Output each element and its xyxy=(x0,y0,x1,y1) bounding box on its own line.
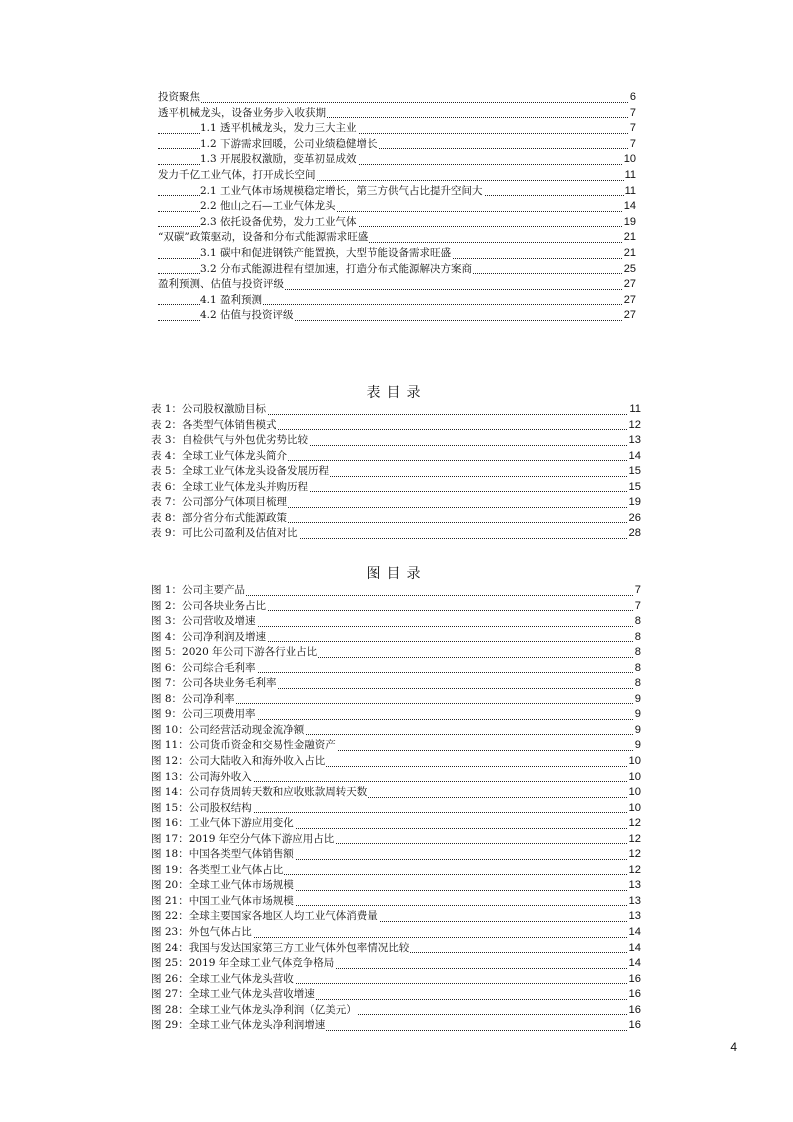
figure-entry-title xyxy=(151,972,295,988)
figure-entry-page: 8 xyxy=(634,630,641,646)
figure-entry-number: 图 13： xyxy=(151,770,189,783)
figure-entry-number: 图 15： xyxy=(151,801,189,814)
toc-entry[interactable] xyxy=(158,293,636,309)
figure-entry-caption: 公司各块业务毛利率 xyxy=(182,677,277,690)
figure-entry-page: 12 xyxy=(628,816,641,832)
figure-entry-caption: 2019 年全球工业气体竞争格局 xyxy=(188,957,335,970)
figure-entry-title xyxy=(151,630,267,646)
toc-entry-title: “双碳”政策驱动，设备和分布式能源需求旺盛 xyxy=(158,230,369,246)
table-entry[interactable] xyxy=(151,511,641,527)
figure-entry-title xyxy=(151,987,316,1003)
table-entry-page: 14 xyxy=(628,449,641,465)
figure-entry-page: 8 xyxy=(634,676,641,692)
toc-entry[interactable] xyxy=(158,106,636,122)
toc-entry-page: 19 xyxy=(623,215,636,231)
figure-entry-caption: 2020 年公司下游各行业占比 xyxy=(182,646,318,659)
figure-entry-caption: 中国工业气体市场规模 xyxy=(188,894,294,907)
toc-entry-title: 2.3 依托设备优势，发力工业气体 xyxy=(200,215,358,231)
figure-entry-title xyxy=(151,956,335,972)
figure-entry-page: 9 xyxy=(634,738,641,754)
figure-entry-page: 10 xyxy=(628,785,641,801)
figure-entry-page: 13 xyxy=(628,878,641,894)
table-entry[interactable] xyxy=(151,402,641,418)
toc-entry-page: 6 xyxy=(629,90,636,106)
figure-entry-page: 12 xyxy=(628,863,641,879)
figure-entry-number: 图 1： xyxy=(151,584,183,596)
figure-entry-number: 图 20： xyxy=(151,879,189,892)
figure-entry-number: 图 6： xyxy=(151,661,183,674)
figure-entry-page: 7 xyxy=(634,599,641,615)
toc-entry-page: 7 xyxy=(629,137,636,153)
figure-entry-title xyxy=(151,599,267,615)
table-entry-title xyxy=(151,495,288,511)
figure-entry-title xyxy=(151,909,379,925)
figure-entry[interactable] xyxy=(151,816,641,832)
figure-entry-title xyxy=(151,863,284,879)
table-entry-number: 表 1： xyxy=(151,403,183,415)
table-entry-title xyxy=(151,464,330,480)
figure-entry-title xyxy=(151,801,253,817)
figure-entry-title xyxy=(151,894,295,910)
figure-entry-title xyxy=(151,707,257,723)
figure-entry-title xyxy=(151,816,295,832)
figure-entry-title xyxy=(151,1003,358,1019)
figure-entry-page: 8 xyxy=(634,661,641,677)
figure-entry-page: 10 xyxy=(628,801,641,817)
toc-entry-title: 1.3 开展股权激励，变革初显成效 xyxy=(200,152,358,168)
table-entry[interactable] xyxy=(151,418,641,434)
figure-entry[interactable] xyxy=(151,645,641,661)
table-entry-page: 13 xyxy=(628,433,641,449)
figure-entry-page: 10 xyxy=(628,754,641,770)
figure-entry-page: 16 xyxy=(628,987,641,1003)
figure-entry[interactable] xyxy=(151,925,641,941)
toc-entry[interactable] xyxy=(158,277,636,293)
figure-entry-page: 10 xyxy=(628,770,641,786)
figure-entry[interactable] xyxy=(151,1003,641,1019)
figure-entry-number: 图 23： xyxy=(151,926,189,939)
figure-entry[interactable] xyxy=(151,863,641,879)
figure-entry[interactable] xyxy=(151,738,641,754)
figure-entry-number: 图 8： xyxy=(151,692,183,705)
figure-entry-title xyxy=(151,941,410,957)
figure-entry-number: 图 3： xyxy=(151,615,183,628)
figure-entry-number: 图 27： xyxy=(151,988,189,1001)
table-entry-number: 表 6： xyxy=(151,480,183,493)
figure-entry-number: 图 19： xyxy=(151,863,189,876)
toc-entry[interactable] xyxy=(158,308,636,324)
figure-entry-number: 图 29： xyxy=(151,1019,189,1032)
figure-entry-page: 8 xyxy=(634,645,641,661)
toc-entry-page: 27 xyxy=(623,308,636,324)
figure-entry-page: 16 xyxy=(628,1018,641,1034)
table-entry-page: 11 xyxy=(628,402,641,418)
table-entry-page: 15 xyxy=(628,480,641,496)
figure-entry[interactable] xyxy=(151,909,641,925)
figure-entry-caption: 公司净利率 xyxy=(182,692,235,705)
table-entry-caption: 自检供气与外包优劣势比较 xyxy=(182,434,309,447)
table-entry-title xyxy=(151,511,288,527)
figure-entry[interactable] xyxy=(151,801,641,817)
figure-entry-number: 图 14： xyxy=(151,786,189,799)
figure-entry-page: 13 xyxy=(628,909,641,925)
figure-entry[interactable] xyxy=(151,894,641,910)
toc-entry-title: 透平机械龙头，设备业务步入收获期 xyxy=(158,106,327,122)
toc-entry[interactable] xyxy=(158,230,636,246)
table-entry-caption: 全球工业气体龙头简介 xyxy=(182,449,288,462)
figure-entry-number: 图 11： xyxy=(151,739,189,752)
figure-entry-caption: 公司净利润及增速 xyxy=(182,630,267,643)
figure-entry-caption: 我国与发达国家第三方工业气体外包率情况比较 xyxy=(188,941,410,954)
figure-entry-caption: 全球工业气体龙头营收增速 xyxy=(188,988,315,1001)
table-entry[interactable] xyxy=(151,449,641,465)
toc-entry-title: 3.2 分布式能源进程有望加速，打造分布式能源解决方案商 xyxy=(200,262,473,278)
figure-entry-page: 7 xyxy=(634,583,641,599)
figure-entry-title xyxy=(151,692,236,708)
figure-entry[interactable] xyxy=(151,878,641,894)
figure-entry[interactable] xyxy=(151,583,641,599)
table-entry-title xyxy=(151,449,288,465)
figure-entry-caption: 各类型工业气体占比 xyxy=(188,863,284,876)
figure-entry[interactable] xyxy=(151,785,641,801)
figure-entry-number: 图 5： xyxy=(151,646,183,659)
figure-entry-page: 8 xyxy=(634,614,641,630)
table-entry[interactable] xyxy=(151,495,641,511)
figure-entry-number: 图 4： xyxy=(151,630,183,643)
table-entry-number: 表 3： xyxy=(151,434,183,447)
figure-entry-number: 图 21： xyxy=(151,894,189,907)
figure-entry-title xyxy=(151,925,253,941)
figure-entry-number: 图 16： xyxy=(151,817,189,830)
figure-entry-page: 14 xyxy=(628,956,641,972)
toc-entry-page: 7 xyxy=(629,121,636,137)
figure-entry-caption: 公司经营活动现金流净额 xyxy=(188,723,305,736)
figure-entry-caption: 公司海外收入 xyxy=(188,770,252,783)
toc-entry-page: 10 xyxy=(623,152,636,168)
figure-entry[interactable] xyxy=(151,614,641,630)
tables-heading: 表目录 xyxy=(366,385,427,401)
toc-entry-title: 2.1 工业气体市场规模稳定增长，第三方供气占比提升空间大 xyxy=(200,184,484,200)
toc-entry[interactable] xyxy=(158,168,636,184)
figure-entry-title xyxy=(151,785,368,801)
figure-entry-page: 13 xyxy=(628,894,641,910)
figure-entry[interactable] xyxy=(151,847,641,863)
figure-entry[interactable] xyxy=(151,707,641,723)
figure-entry[interactable] xyxy=(151,723,641,739)
table-entry-title xyxy=(151,480,309,496)
figure-entry-caption: 2019 年空分气体下游应用占比 xyxy=(188,832,335,845)
figure-entry-number: 图 2： xyxy=(151,599,183,612)
figure-entry-title xyxy=(151,661,257,677)
figure-entry-caption: 外包气体占比 xyxy=(188,926,252,939)
figures-heading: 图目录 xyxy=(366,566,427,582)
figure-entry-caption: 公司主要产品 xyxy=(182,584,246,596)
figure-entry-number: 图 26： xyxy=(151,972,189,985)
table-entry-page: 19 xyxy=(628,495,641,511)
figure-entry-title xyxy=(151,847,295,863)
figure-entry-caption: 公司三项费用率 xyxy=(182,708,256,721)
table-entry-title xyxy=(151,402,267,418)
toc-entry[interactable] xyxy=(158,184,636,200)
toc-entry[interactable] xyxy=(158,90,636,106)
figure-entry-title xyxy=(151,754,326,770)
toc-entry-page: 11 xyxy=(624,168,636,184)
toc-entry-title: 1.2 下游需求回暖，公司业绩稳健增长 xyxy=(200,137,379,153)
figure-entry-number: 图 9： xyxy=(151,708,183,721)
figure-entry-caption: 全球工业气体龙头营收 xyxy=(188,972,294,985)
figure-entry[interactable] xyxy=(151,676,641,692)
table-entry-number: 表 8： xyxy=(151,511,183,524)
figure-entry-number: 图 7： xyxy=(151,677,183,690)
figure-entry-page: 9 xyxy=(634,707,641,723)
table-entry-caption: 可比公司盈利及估值对比 xyxy=(182,527,298,540)
table-entry-page: 26 xyxy=(628,511,641,527)
figure-entry-number: 图 24： xyxy=(151,941,189,954)
table-entry-number: 表 9： xyxy=(151,527,183,540)
table-entry[interactable] xyxy=(151,480,641,496)
figure-entry[interactable] xyxy=(151,832,641,848)
figure-entry[interactable] xyxy=(151,754,641,770)
figure-entry-caption: 公司货币资金和交易性金融资产 xyxy=(188,739,336,752)
toc-entry[interactable] xyxy=(158,215,636,231)
figure-entry-page: 12 xyxy=(628,832,641,848)
toc-entry[interactable] xyxy=(158,199,636,215)
figure-entry-page: 16 xyxy=(628,972,641,988)
toc-entry-title: 3.1 碳中和促进钢铁产能置换，大型节能设备需求旺盛 xyxy=(200,246,452,262)
figure-entry-number: 图 10： xyxy=(151,723,189,736)
table-entry-caption: 全球工业气体龙头设备发展历程 xyxy=(182,465,330,478)
table-entry[interactable] xyxy=(151,526,641,542)
toc-entry[interactable] xyxy=(158,137,636,153)
figure-entry-caption: 全球工业气体市场规模 xyxy=(188,879,294,892)
figure-entry-page: 12 xyxy=(628,847,641,863)
table-entry-title xyxy=(151,433,309,449)
table-entry-number: 表 2： xyxy=(151,418,183,431)
table-entry-page: 28 xyxy=(628,526,641,542)
figure-entry[interactable] xyxy=(151,972,641,988)
figure-entry-caption: 全球工业气体龙头净利润（亿美元） xyxy=(188,1003,357,1016)
table-entry-page: 12 xyxy=(628,418,641,434)
figure-entry-title xyxy=(151,1018,326,1034)
figure-entry-number: 图 22： xyxy=(151,910,189,923)
figure-entry-caption: 公司大陆收入和海外收入占比 xyxy=(188,755,326,768)
figure-entry-number: 图 25： xyxy=(151,957,189,970)
figure-entry-title xyxy=(151,583,246,599)
toc-entry-page: 11 xyxy=(624,184,636,200)
toc-entry-page: 14 xyxy=(623,199,636,215)
toc-entry-page: 21 xyxy=(623,246,636,262)
table-list xyxy=(151,402,641,542)
figure-entry-caption: 中国各类型气体销售额 xyxy=(188,848,294,861)
figure-entry[interactable] xyxy=(151,1018,641,1034)
toc-entry[interactable] xyxy=(158,121,636,137)
figure-entry-title xyxy=(151,832,335,848)
figure-entry[interactable] xyxy=(151,941,641,957)
table-of-contents xyxy=(158,90,636,324)
figure-entry[interactable] xyxy=(151,770,641,786)
figure-entry-title xyxy=(151,770,253,786)
toc-entry-title: 4.2 估值与投资评级 xyxy=(200,308,295,324)
table-entry-number: 表 4： xyxy=(151,449,183,462)
figure-entry-caption: 公司股权结构 xyxy=(188,801,252,814)
figure-entry-caption: 公司存货周转天数和应收账款周转天数 xyxy=(188,786,368,799)
table-entry[interactable] xyxy=(151,433,641,449)
figure-entry-caption: 公司各块业务占比 xyxy=(182,599,267,612)
toc-entry-page: 21 xyxy=(623,230,636,246)
figure-entry-title xyxy=(151,723,305,739)
figure-entry-page: 14 xyxy=(628,925,641,941)
figure-entry-number: 图 28： xyxy=(151,1003,189,1016)
figure-entry-caption: 公司综合毛利率 xyxy=(182,661,256,674)
figure-entry-caption: 全球主要国家各地区人均工业气体消费量 xyxy=(188,910,378,923)
page-number: 4 xyxy=(730,1040,737,1054)
figure-entry-title xyxy=(151,878,295,894)
toc-entry-page: 27 xyxy=(623,277,636,293)
figure-entry-page: 14 xyxy=(628,941,641,957)
toc-entry-title: 4.1 盈利预测 xyxy=(200,293,263,309)
figure-entry-number: 图 18： xyxy=(151,848,189,861)
table-entry[interactable] xyxy=(151,464,641,480)
table-entry-number: 表 7： xyxy=(151,496,183,509)
table-entry-caption: 各类型气体销售模式 xyxy=(182,418,277,431)
toc-entry[interactable] xyxy=(158,152,636,168)
figure-entry-caption: 全球工业气体龙头净利润增速 xyxy=(188,1019,326,1032)
toc-entry-title: 2.2 他山之石—工业气体龙头 xyxy=(200,199,337,215)
toc-entry-page: 27 xyxy=(623,293,636,309)
toc-entry-title: 发力千亿工业气体，打开成长空间 xyxy=(158,168,317,184)
table-entry-title xyxy=(151,526,299,542)
figure-entry[interactable] xyxy=(151,956,641,972)
toc-entry-title: 投资聚焦 xyxy=(158,90,201,106)
figure-entry-title xyxy=(151,738,337,754)
figure-entry-page: 16 xyxy=(628,1003,641,1019)
figure-entry-page: 9 xyxy=(634,723,641,739)
leader-dots xyxy=(158,102,636,103)
toc-entry-page: 7 xyxy=(629,106,636,122)
toc-entry-title: 盈利预测、估值与投资评级 xyxy=(158,277,285,293)
table-entry-page: 15 xyxy=(628,464,641,480)
figure-entry-caption: 公司营收及增速 xyxy=(182,615,256,628)
table-entry-caption: 部分省分布式能源政策 xyxy=(182,511,288,524)
figure-entry[interactable] xyxy=(151,987,641,1003)
figure-entry-title xyxy=(151,676,278,692)
figure-entry[interactable] xyxy=(151,599,641,615)
figure-entry-page: 9 xyxy=(634,692,641,708)
toc-entry[interactable] xyxy=(158,246,636,262)
table-entry-title xyxy=(151,418,278,434)
figure-entry[interactable] xyxy=(151,661,641,677)
figure-list xyxy=(151,583,641,1034)
toc-entry[interactable] xyxy=(158,262,636,278)
figure-entry-title xyxy=(151,645,318,661)
figure-entry-title xyxy=(151,614,257,630)
figure-entry-number: 图 17： xyxy=(151,832,189,845)
toc-entry-page: 25 xyxy=(623,262,636,278)
table-entry-number: 表 5： xyxy=(151,465,183,478)
table-entry-caption: 公司股权激励目标 xyxy=(182,403,267,415)
figure-entry[interactable] xyxy=(151,630,641,646)
table-entry-caption: 公司部分气体项目梳理 xyxy=(182,496,288,509)
table-entry-caption: 全球工业气体龙头并购历程 xyxy=(182,480,309,493)
figure-entry-number: 图 12： xyxy=(151,755,189,768)
toc-entry-title: 1.1 透平机械龙头，发力三大主业 xyxy=(200,121,358,137)
figure-entry[interactable] xyxy=(151,692,641,708)
figure-entry-caption: 工业气体下游应用变化 xyxy=(188,817,294,830)
